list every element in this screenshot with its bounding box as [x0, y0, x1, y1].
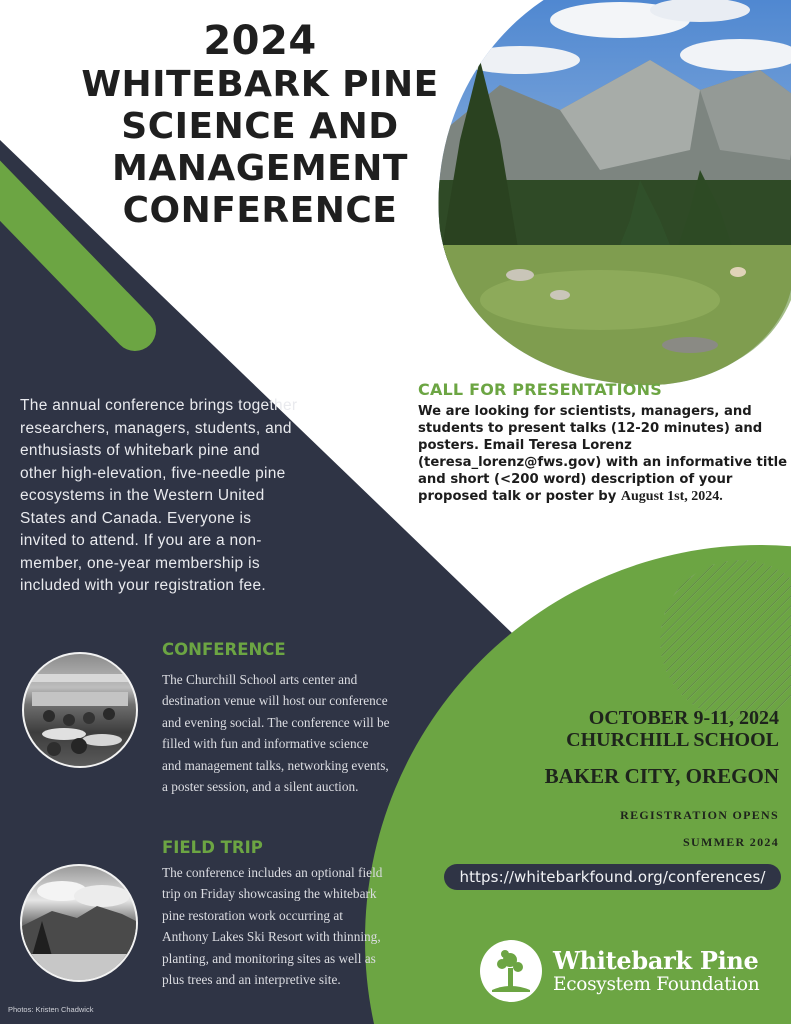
title-line-2: SCIENCE AND	[121, 106, 399, 147]
conference-room-graphic	[24, 654, 136, 766]
conference-body: The Churchill School arts center and destination venue will host our conference and evening social. The conference will be filled with fun and informative science and management talks, networking events, a poster session, and a silent auction.	[162, 672, 390, 795]
event-venue: CHURCHILL SCHOOL	[566, 729, 779, 751]
call-for-presentations-body	[418, 403, 790, 505]
field-trip-body: The conference includes an optional field trip on Friday showcasing the whitebark pine restoration work occurring at Anthony Lakes Ski Resort with thinning, planting, and monitoring sites as well as plus trees and an interpretive site.	[162, 865, 383, 988]
photo-credit: Photos: Kristen Chadwick	[8, 1005, 94, 1014]
field-trip-graphic	[22, 866, 136, 980]
field-trip-photo	[20, 864, 138, 982]
registration-season: SUMMER 2024	[683, 835, 779, 849]
title-line-3: MANAGEMENT	[112, 148, 408, 189]
conference-url-link[interactable]: https://whitebarkfound.org/conferences/	[444, 864, 781, 890]
title-line-1: WHITEBARK PINE	[81, 64, 439, 105]
event-city: BAKER CITY, OREGON	[544, 764, 779, 788]
event-dates: OCTOBER 9-11, 2024	[588, 707, 779, 729]
mountain-landscape-photo	[420, 0, 791, 395]
registration-opens: REGISTRATION OPENS	[620, 808, 779, 822]
cfp-text: We are looking for scientists, managers, and students to present talks (12-20 minutes) and posters. Email Teresa Lorenz (teresa_lorenz@fws.gov) with an informative title and short (<200 word) description of your proposed talk or poster by	[418, 404, 788, 504]
field-trip-heading: FIELD TRIP	[162, 838, 263, 857]
intro-paragraph: The annual conference brings together researchers, managers, students, and enthusiasts of whitebark pine and other high-elevation, five-needle pine ecosystems in the Western United States and Canada. Everyone is invited to attend. If you are a non-member, one-year membership is included with your registration fee.	[20, 397, 298, 594]
title-line-4: CONFERENCE	[122, 190, 398, 231]
title-year: 2024	[203, 18, 317, 64]
logo-name: Whitebark Pine	[553, 946, 759, 975]
cfp-deadline: August 1st, 2024.	[620, 489, 723, 504]
tree-icon	[480, 940, 542, 1002]
logo-subtitle: Ecosystem Foundation	[553, 974, 760, 995]
conference-room-photo	[22, 652, 138, 768]
conference-heading: CONFERENCE	[162, 640, 286, 659]
call-for-presentations-heading: CALL FOR PRESENTATIONS	[418, 380, 662, 399]
conference-title	[60, 18, 460, 232]
